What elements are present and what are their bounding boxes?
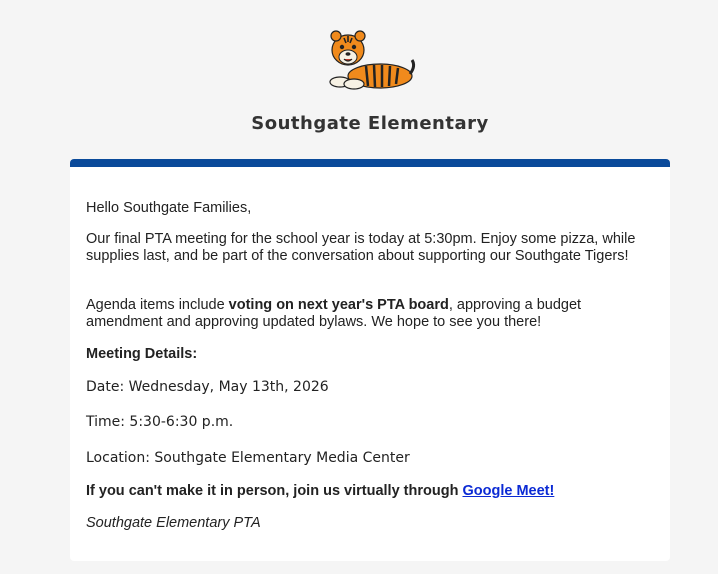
intro-paragraph: Our final PTA meeting for the school year is today at 5:30pm. Enjoy some pizza, while supplies last, and be part of the conversation about supporting our Southgate Tigers! — [86, 231, 636, 264]
meeting-details-heading: Meeting Details: — [86, 346, 198, 362]
meeting-location: Location: Southgate Elementary Media Center — [86, 450, 410, 466]
virtual-text: If you can't make it in person, join us virtually through — [86, 483, 463, 499]
school-name-heading: Southgate Elementary — [251, 113, 489, 134]
agenda-paragraph — [86, 297, 646, 331]
google-meet-link[interactable]: Google Meet! — [462, 483, 555, 499]
agenda-suffix: , approving a budget amendment and approving updated bylaws. We hope to see you there! — [86, 297, 582, 330]
agenda-bold: voting on next year's PTA board — [228, 297, 449, 313]
meeting-date: Date: Wednesday, May 13th, 2026 — [86, 379, 329, 395]
signature-text: Southgate Elementary PTA — [86, 515, 261, 531]
email-card — [70, 159, 670, 561]
agenda-prefix: Agenda items include — [86, 297, 229, 313]
virtual-attendance-text — [86, 483, 646, 500]
meeting-time: Time: 5:30-6:30 p.m. — [86, 414, 234, 430]
tiger-mascot-icon — [318, 26, 418, 92]
greeting-text: Hello Southgate Families, — [86, 200, 252, 216]
